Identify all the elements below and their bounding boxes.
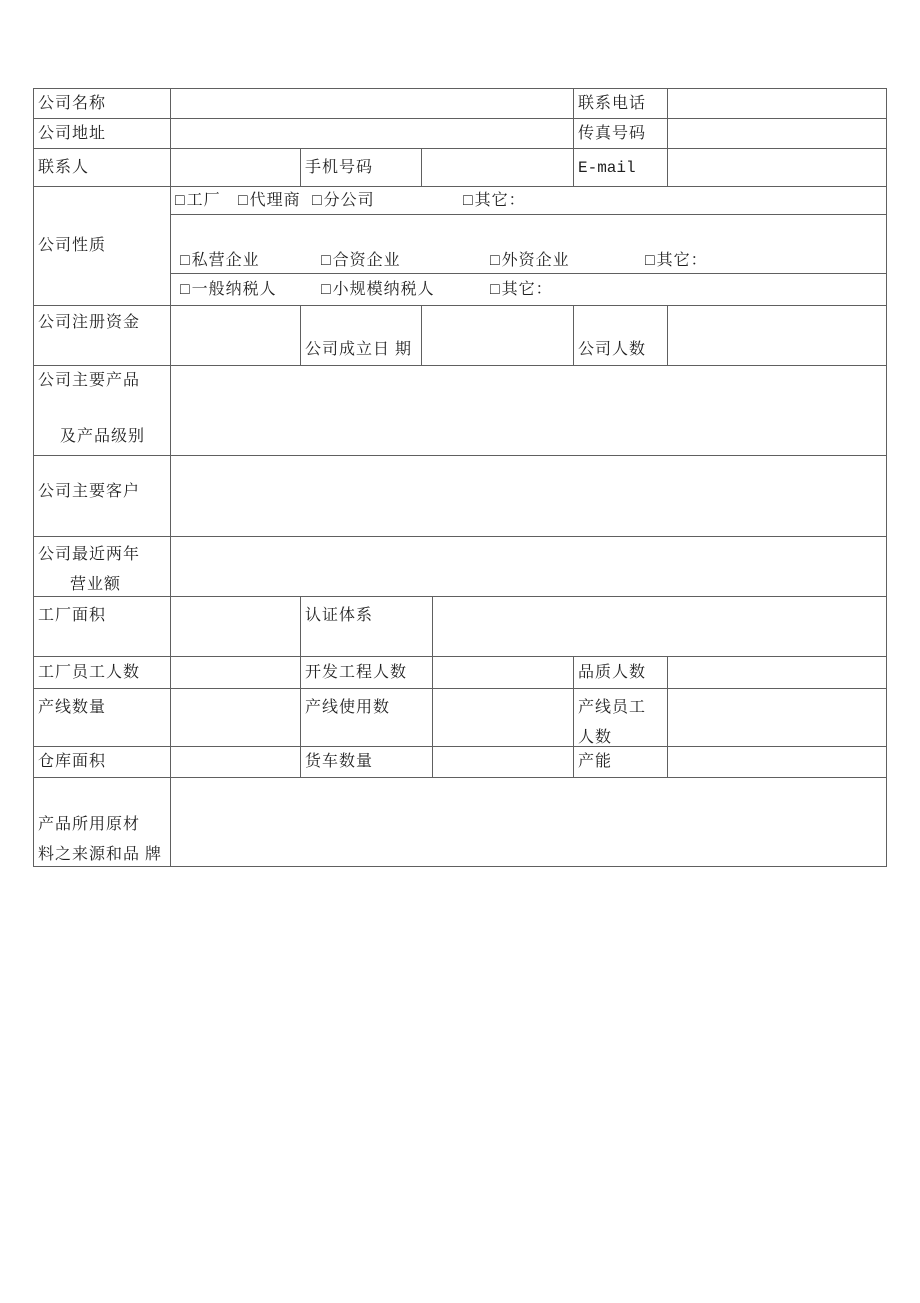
factory-staff-label [34, 657, 171, 689]
row-company-name [34, 89, 887, 119]
quality-staff-label-text: 品质人数 [578, 663, 647, 681]
checkbox-other-2[interactable] [645, 252, 708, 270]
checkbox-icon: □ [312, 191, 323, 209]
lines-in-use-label [301, 689, 433, 747]
company-address-label [34, 119, 171, 149]
checkbox-agent[interactable] [238, 192, 301, 210]
checkbox-icon: □ [645, 252, 656, 269]
checkbox-icon: □ [238, 191, 249, 209]
company-address-input[interactable] [171, 119, 574, 149]
quality-staff-label [574, 657, 668, 689]
checkbox-icon: □ [180, 280, 191, 298]
recent-revenue-label-line1: 公司最近两年 [38, 546, 141, 563]
line-quantity-label-text: 产线数量 [38, 699, 107, 716]
line-quantity-label [34, 689, 171, 747]
line-staff-label-line2: 人数 [578, 729, 613, 746]
warehouse-area-input[interactable] [171, 747, 301, 778]
checkbox-small-scale-taxpayer[interactable] [321, 281, 435, 299]
checkbox-icon: □ [321, 280, 332, 298]
capacity-label [574, 747, 668, 778]
fax-number-label-text: 传真号码 [578, 124, 647, 142]
checkbox-private-enterprise-label: 私营企业 [191, 252, 260, 269]
line-staff-input[interactable] [668, 689, 887, 747]
company-address-label-text: 公司地址 [38, 124, 107, 142]
checkbox-icon: □ [490, 252, 501, 269]
company-name-label [34, 89, 171, 119]
checkbox-branch[interactable] [312, 192, 375, 210]
checkbox-icon: □ [490, 280, 501, 298]
registered-capital-input[interactable] [171, 306, 301, 366]
recent-revenue-input[interactable] [171, 537, 887, 597]
checkbox-joint-venture[interactable] [321, 252, 401, 270]
line-quantity-input[interactable] [171, 689, 301, 747]
factory-staff-input[interactable] [171, 657, 301, 689]
capacity-input[interactable] [668, 747, 887, 778]
recent-revenue-label-line2: 营业额 [70, 576, 122, 593]
truck-quantity-input[interactable] [433, 747, 574, 778]
main-customers-label [34, 456, 171, 537]
mobile-number-label [301, 149, 422, 187]
warehouse-area-label [34, 747, 171, 778]
row-line-quantity [34, 689, 887, 747]
contact-phone-label-text: 联系电话 [578, 94, 647, 112]
checkbox-agent-label: 代理商 [249, 191, 301, 209]
fax-number-input[interactable] [668, 119, 887, 149]
checkbox-icon: □ [463, 191, 474, 209]
main-customers-label-text: 公司主要客户 [38, 483, 141, 500]
checkbox-icon: □ [175, 191, 186, 209]
company-headcount-label-text: 公司人数 [578, 341, 647, 358]
factory-staff-label-text: 工厂员工人数 [38, 663, 141, 681]
checkbox-factory[interactable] [175, 192, 221, 210]
truck-quantity-label-text: 货车数量 [305, 753, 374, 770]
row-main-products [34, 366, 887, 456]
dev-engineer-count-input[interactable] [433, 657, 574, 689]
checkbox-icon: □ [180, 252, 191, 269]
capacity-label-text: 产能 [578, 753, 613, 770]
checkbox-small-scale-taxpayer-label: 小规模纳税人 [332, 280, 435, 298]
registered-capital-label [34, 306, 171, 366]
row-recent-revenue [34, 537, 887, 597]
raw-materials-label-line2: 料之来源和品 牌 [38, 846, 163, 863]
factory-area-label [34, 597, 171, 657]
line-staff-label-line1: 产线员工 [578, 699, 647, 716]
checkbox-other-1[interactable] [463, 192, 526, 210]
mobile-number-input[interactable] [422, 149, 574, 187]
company-info-form-table [33, 88, 887, 867]
dev-engineer-count-label [301, 657, 433, 689]
company-name-input[interactable] [171, 89, 574, 119]
checkbox-other-3-label: 其它： [501, 280, 553, 298]
quality-staff-input[interactable] [668, 657, 887, 689]
row-registered-capital [34, 306, 887, 366]
row-raw-materials [34, 778, 887, 867]
contact-person-label-text: 联系人 [38, 158, 90, 176]
checkbox-other-3[interactable] [490, 281, 553, 299]
row-factory-staff [34, 657, 887, 689]
establish-date-label-text: 公司成立日 期 [305, 341, 413, 358]
company-name-label-text: 公司名称 [38, 94, 107, 112]
line-staff-label [574, 689, 668, 747]
nature-subrow-3 [171, 274, 887, 306]
dev-engineer-count-label-text: 开发工程人数 [305, 663, 408, 681]
raw-materials-input[interactable] [171, 778, 887, 867]
certification-label [301, 597, 433, 657]
factory-area-label-text: 工厂面积 [38, 607, 107, 624]
factory-area-input[interactable] [171, 597, 301, 657]
checkbox-general-taxpayer[interactable] [180, 281, 277, 299]
contact-person-input[interactable] [171, 149, 301, 187]
fax-number-label [574, 119, 668, 149]
email-label [574, 149, 668, 187]
checkbox-joint-venture-label: 合资企业 [332, 252, 401, 269]
truck-quantity-label [301, 747, 433, 778]
recent-revenue-label [34, 537, 171, 597]
checkbox-foreign-enterprise-label: 外资企业 [501, 252, 570, 269]
email-input[interactable] [668, 149, 887, 187]
contact-phone-label [574, 89, 668, 119]
main-products-label-line2: 及产品级别 [60, 428, 146, 445]
contact-phone-input[interactable] [668, 89, 887, 119]
company-headcount-input[interactable] [668, 306, 887, 366]
row-company-address [34, 119, 887, 149]
checkbox-private-enterprise[interactable] [180, 252, 260, 270]
company-nature-label [34, 187, 171, 306]
nature-subrow-1 [171, 187, 887, 215]
email-label-text: E-mail [578, 158, 636, 177]
row-contact-person [34, 149, 887, 187]
main-products-label [34, 366, 171, 456]
lines-in-use-label-text: 产线使用数 [305, 699, 391, 716]
checkbox-other-2-label: 其它： [656, 252, 708, 269]
checkbox-foreign-enterprise[interactable] [490, 252, 570, 270]
row-company-nature [34, 187, 887, 306]
mobile-number-label-text: 手机号码 [305, 158, 374, 176]
raw-materials-label [34, 778, 171, 867]
checkbox-factory-label: 工厂 [186, 191, 221, 209]
registered-capital-label-text: 公司注册资金 [38, 314, 141, 331]
checkbox-general-taxpayer-label: 一般纳税人 [191, 280, 277, 298]
company-nature-label-text: 公司性质 [38, 237, 107, 254]
certification-input[interactable] [433, 597, 887, 657]
establish-date-label [301, 306, 422, 366]
nature-subrow-2 [171, 215, 887, 274]
main-products-label-line1: 公司主要产品 [38, 372, 141, 389]
certification-label-text: 认证体系 [305, 607, 374, 624]
row-main-customers [34, 456, 887, 537]
contact-person-label [34, 149, 171, 187]
lines-in-use-input[interactable] [433, 689, 574, 747]
company-nature-options [171, 187, 887, 306]
row-factory-area [34, 597, 887, 657]
raw-materials-label-line1: 产品所用原材 [38, 816, 141, 833]
company-headcount-label [574, 306, 668, 366]
checkbox-icon: □ [321, 252, 332, 269]
row-warehouse-area [34, 747, 887, 778]
main-customers-input[interactable] [171, 456, 887, 537]
main-products-input[interactable] [171, 366, 887, 456]
establish-date-input[interactable] [422, 306, 574, 366]
warehouse-area-label-text: 仓库面积 [38, 753, 107, 770]
checkbox-branch-label: 分公司 [323, 191, 375, 209]
checkbox-other-1-label: 其它： [474, 191, 526, 209]
